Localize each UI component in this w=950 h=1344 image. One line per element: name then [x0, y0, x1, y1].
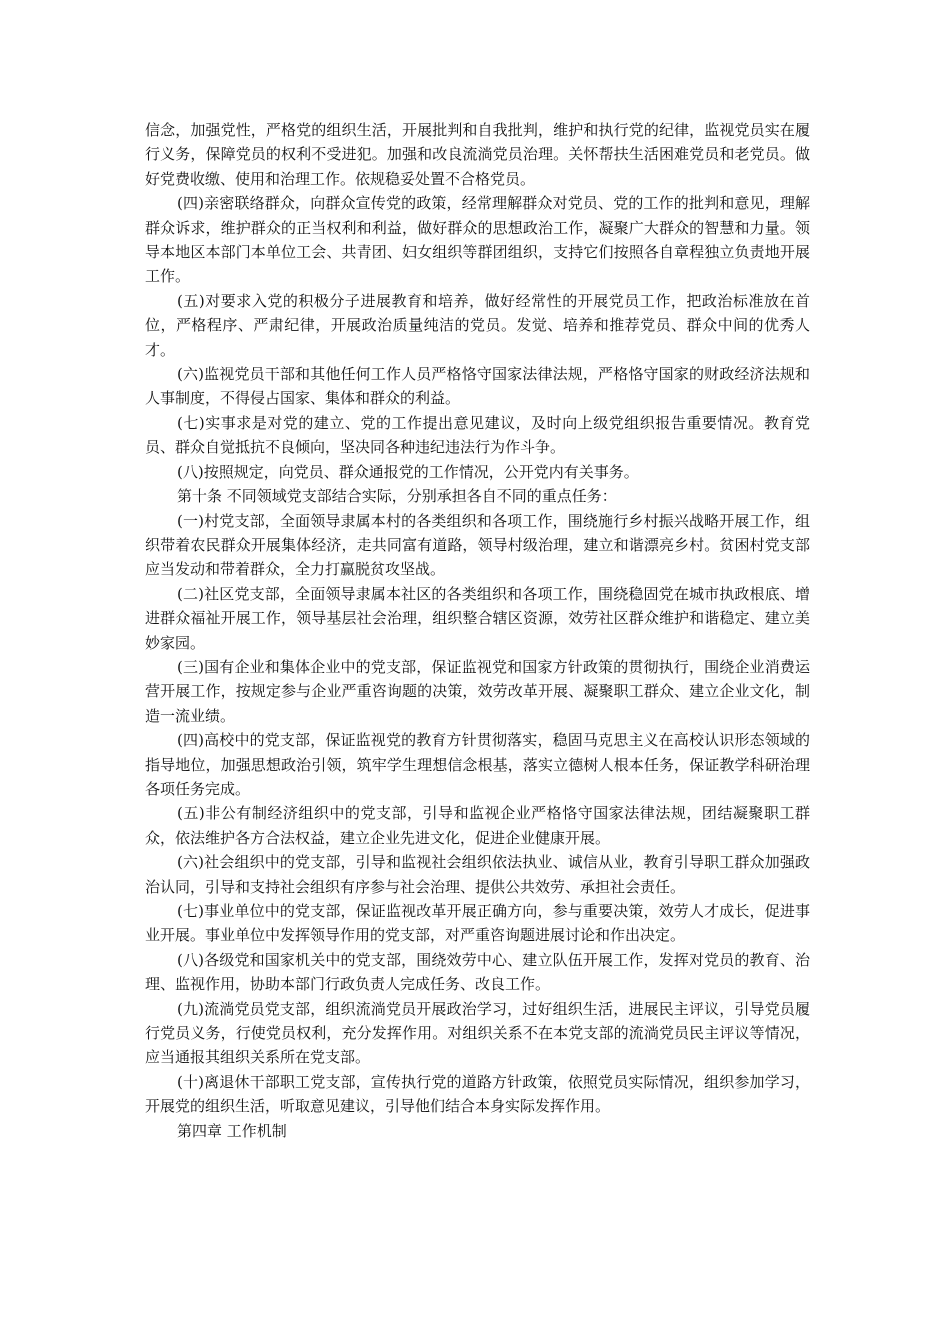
paragraph: (四)高校中的党支部，保证监视党的教育方针贯彻落实，稳固马克思主义在高校认识形态领域的指导地位，加强思想政治引领，筑牢学生理想信念根基，落实立德树人根本任务，保证教学科研治理各项任务完成。 — [145, 731, 810, 798]
paragraph: (八)各级党和国家机关中的党支部，围绕效劳中心、建立队伍开展工作，发挥对党员的教育、治理、监视作用，协助本部门行政负责人完成任务、改良工作。 — [145, 950, 810, 994]
paragraph: (四)亲密联络群众，向群众宣传党的政策，经常理解群众对党员、党的工作的批判和意见，理解群众诉求，维护群众的正当权利和利益，做好群众的思想政治工作，凝聚广大群众的智慧和力量。领导本地区本部门本单位工会、共青团、妇女组织等群团组织，支持它们按照各自章程独立负责地开展工作。 — [145, 194, 810, 286]
paragraph: (三)国有企业和集体企业中的党支部，保证监视党和国家方针政策的贯彻执行，围绕企业消费运营开展工作，按规定参与企业严重咨询题的决策，效劳改革开展、凝聚职工群众、建立企业文化，制造一流业绩。 — [145, 657, 810, 725]
paragraph: (七)实事求是对党的建立、党的工作提出意见建议，及时向上级党组织报告重要情况。教育党员、群众自觉抵抗不良倾向，坚决同各种违纪违法行为作斗争。 — [145, 413, 810, 457]
paragraph: (五)对要求入党的积极分子进展教育和培养，做好经常性的开展党员工作，把政治标准放在首位，严格程序、严肃纪律，开展政治质量纯洁的党员。发觉、培养和推荐党员、群众中间的优秀人才。 — [145, 291, 810, 359]
paragraph: (六)社会组织中的党支部，引导和监视社会组织依法执业、诚信从业，教育引导职工群众加强政治认同，引导和支持社会组织有序参与社会治理、提供公共效劳、承担社会责任。 — [145, 853, 810, 896]
paragraph: (七)事业单位中的党支部，保证监视改革开展正确方向，参与重要决策，效劳人才成长，促进事业开展。事业单位中发挥领导作用的党支部，对严重咨询题进展讨论和作出决定。 — [145, 902, 810, 945]
paragraph: (五)非公有制经济组织中的党支部，引导和监视企业严格恪守国家法律法规，团结凝聚职工群众，依法维护各方合法权益，建立企业先进文化，促进企业健康开展。 — [145, 804, 810, 847]
paragraph: (二)社区党支部，全面领导隶属本社区的各类组织和各项工作，围绕稳固党在城市执政根底、增进群众福祉开展工作，领导基层社会治理，组织整合辖区资源，效劳社区群众维护和谐稳定、建立美妙家园。 — [145, 584, 810, 652]
paragraph: (十)离退休干部职工党支部，宣传执行党的道路方针政策，依照党员实际情况，组织参加学习，开展党的组织生活，听取意见建议，引导他们结合本身实际发挥作用。 — [145, 1072, 810, 1116]
paragraph: (一)村党支部，全面领导隶属本村的各类组织和各项工作，围绕施行乡村振兴战略开展工作，组织带着农民群众开展集体经济，走共同富有道路，领导村级治理，建立和谐漂亮乡村。贫困村党支部应当发动和带着群众，全力打赢脱贫攻坚战。 — [145, 511, 810, 579]
paragraph: 信念，加强党性，严格党的组织生活，开展批判和自我批判，维护和执行党的纪律，监视党员实在履行义务，保障党员的权利不受进犯。加强和改良流淌党员治理。关怀帮扶生活困难党员和老党员。做好党费收缴、使用和治理工作。依规稳妥处置不合格党员。 — [145, 121, 810, 188]
document-body — [145, 118, 810, 1143]
paragraph: (九)流淌党员党支部，组织流淌党员开展政治学习，过好组织生活，进展民主评议，引导党员履行党员义务，行使党员权利，充分发挥作用。对组织关系不在本党支部的流淌党员民主评议等情况，应当通报其组织关系所在党支部。 — [145, 999, 810, 1067]
chapter-heading: 第四章 工作机制 — [177, 1121, 287, 1140]
article-heading: 第十条 不同领域党支部结合实际，分别承担各自不同的重点任务： — [177, 487, 617, 506]
paragraph: (八)按照规定，向党员、群众通报党的工作情况，公开党内有关事务。 — [177, 462, 639, 481]
paragraph: (六)监视党员干部和其他任何工作人员严格恪守国家法律法规，严格恪守国家的财政经济法规和人事制度，不得侵占国家、集体和群众的利益。 — [145, 365, 810, 408]
